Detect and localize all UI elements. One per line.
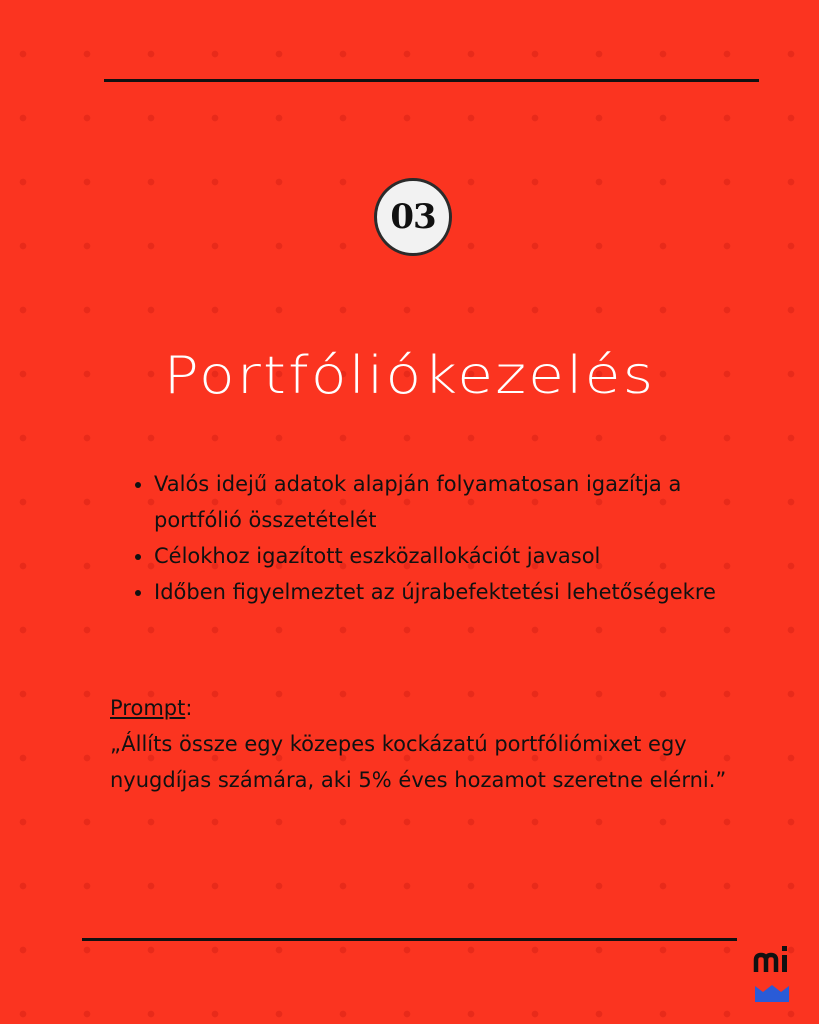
list-item: • Célokhoz igazított eszközallokációt javasol [154, 538, 774, 574]
prompt-colon: : [185, 696, 193, 720]
feature-list [130, 466, 774, 610]
list-item: • Valós idejű adatok alapján folyamatosan igazítja a portfólió összetételét [154, 466, 774, 538]
prompt-block [110, 690, 750, 798]
brand-logo-icon [752, 944, 792, 1004]
step-number-badge: 03 [374, 178, 452, 256]
prompt-label: Prompt [110, 696, 186, 720]
prompt-text: „Állíts össze egy közepes kockázatú portfóliómixet egy nyugdíjas számára, aki 5% éves hozamot szeretne elérni.” [110, 732, 727, 792]
top-divider [104, 79, 759, 82]
bottom-divider [82, 938, 737, 941]
list-item: • Időben figyelmeztet az újrabefektetési lehetőségekre [154, 574, 774, 610]
page-title: Portfóliókezelés [163, 346, 656, 406]
